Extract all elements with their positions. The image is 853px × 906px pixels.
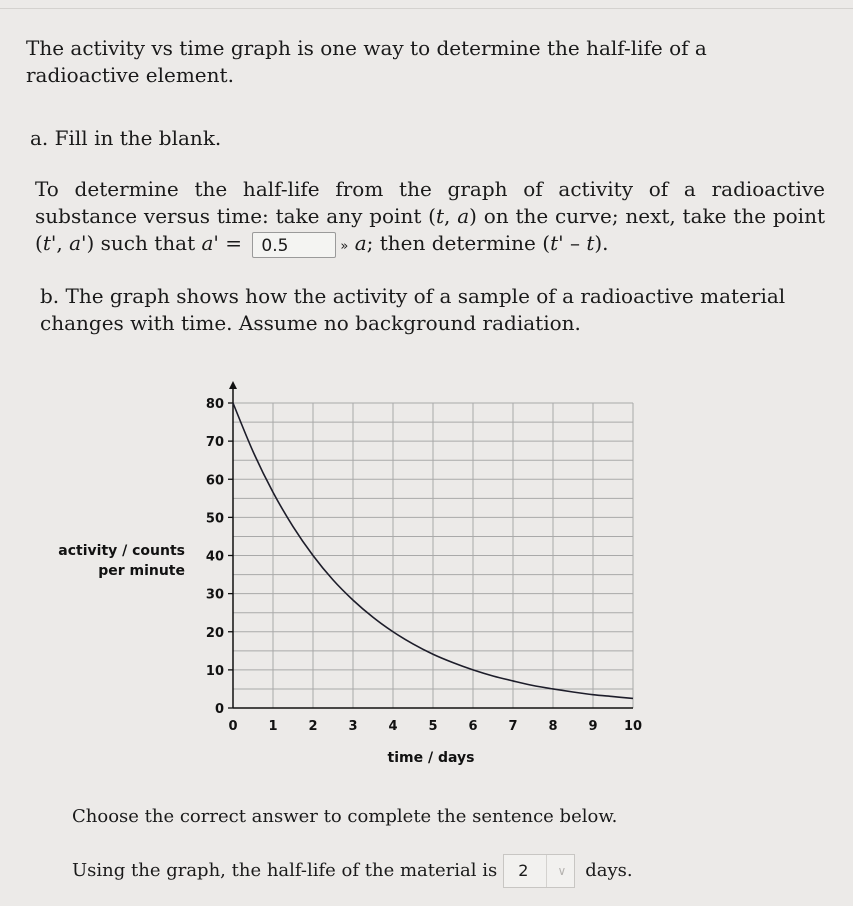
intro-text: The activity vs time graph is one way to determine the half-life of a radioactive element. <box>26 36 707 87</box>
chevron-down-icon: ∨ <box>546 855 566 887</box>
chart-tick-labels <box>206 397 642 734</box>
x-tick-label: 4 <box>388 719 398 734</box>
activity-time-chart <box>0 370 853 780</box>
half-life-dropdown[interactable] <box>503 854 575 888</box>
y-tick-label: 70 <box>205 435 224 451</box>
x-tick-label: 5 <box>428 719 438 734</box>
part-b-text: b. The graph shows how the activity of a sample of a radioactive material changes with time. Assume no background radiation. <box>40 284 786 335</box>
x-tick-label: 10 <box>623 719 643 734</box>
part-a-label: a. Fill in the blank. <box>30 126 222 150</box>
dropdown-selected-value: 2 <box>518 861 529 880</box>
y-axis-label-line2: per minute <box>98 563 185 579</box>
y-tick-label: 10 <box>205 663 224 679</box>
x-tick-label: 1 <box>268 719 278 734</box>
x-tick-label: 2 <box>308 719 318 734</box>
half-life-sentence <box>72 854 633 888</box>
x-tick-label: 7 <box>508 719 518 734</box>
x-axis-label: time / days <box>387 750 475 766</box>
y-tick-label: 60 <box>205 473 224 489</box>
x-tick-label: 9 <box>588 719 598 734</box>
x-tick-label: 6 <box>468 719 478 734</box>
chart-axes <box>228 381 633 708</box>
x-tick-label: 8 <box>548 719 558 734</box>
answer-input-box[interactable]: 0.5 <box>252 232 336 258</box>
sentence-end: days. <box>585 860 633 881</box>
y-axis-arrow-icon <box>229 381 237 389</box>
y-tick-label: 40 <box>205 549 224 565</box>
question-prompt: Choose the correct answer to complete the sentence below. <box>72 806 618 827</box>
chart-grid <box>233 403 633 708</box>
x-tick-label: 3 <box>348 719 358 734</box>
y-axis-label-line1: activity / counts <box>58 543 185 559</box>
y-tick-label: 30 <box>205 587 224 603</box>
fill-blank-sentence: To determine the half-life from the graph of activity of a radioactive substance versus time: take any point (t, a) on the curve; next, take the point (t', a') such that a' = 0.5 » a; then determine (t' – t). <box>35 177 825 256</box>
sentence-start: Using the graph, the half-life of the material is <box>72 860 498 881</box>
y-tick-label: 50 <box>205 511 224 527</box>
much-greater-symbol: » <box>340 239 349 254</box>
y-tick-label: 80 <box>205 397 224 412</box>
y-tick-label: 20 <box>205 625 224 641</box>
x-tick-label: 0 <box>228 719 238 734</box>
top-divider <box>0 8 853 9</box>
y-tick-label: 0 <box>214 702 224 717</box>
